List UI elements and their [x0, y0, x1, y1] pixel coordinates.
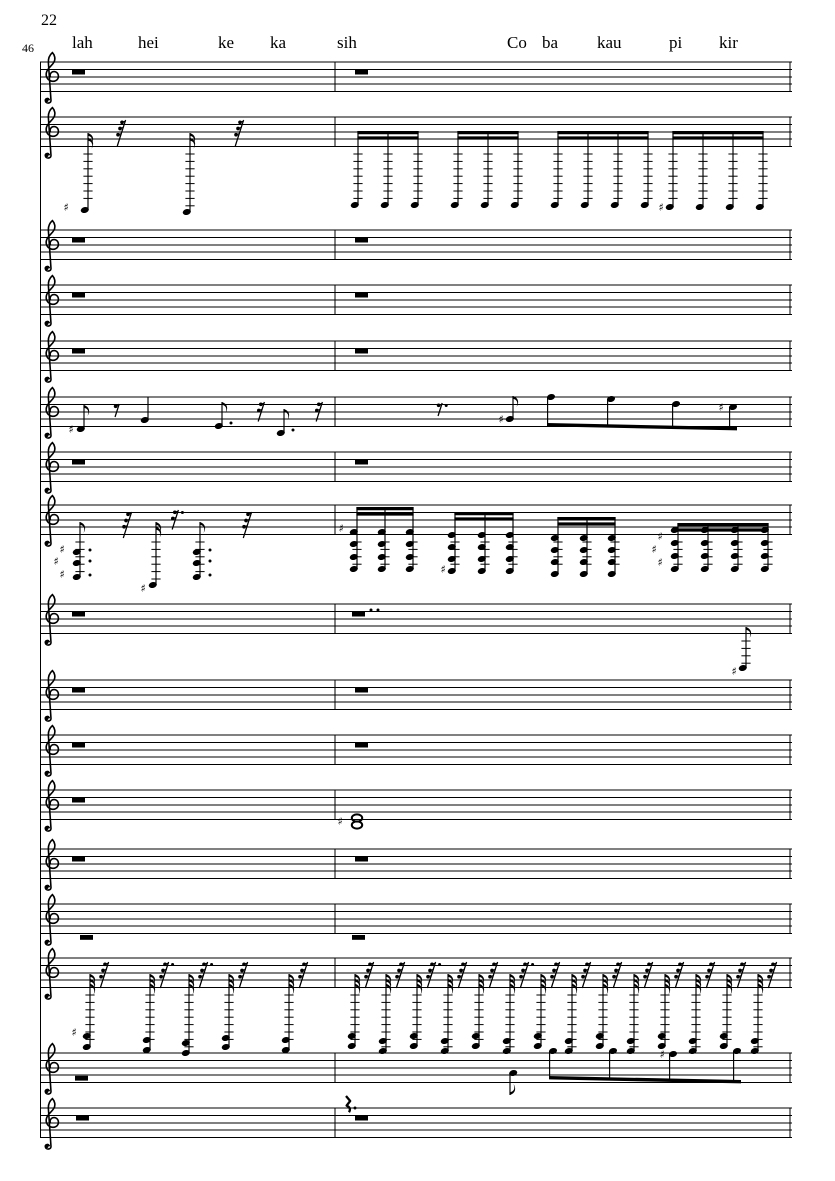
treble-clef: [45, 949, 58, 999]
treble-clef: [45, 221, 58, 271]
note-flag: [84, 405, 89, 416]
sharp-accidental: ♯: [651, 542, 657, 556]
treble-clef: [45, 895, 58, 945]
lyric-syllable: kir: [719, 33, 738, 52]
beam: [547, 423, 737, 430]
lyric-syllable: hei: [138, 33, 159, 52]
lyric-syllable: pi: [669, 33, 683, 52]
sharp-accidental: ♯: [498, 412, 504, 426]
beam: [557, 517, 615, 520]
whole-rest: [72, 688, 85, 693]
sharp-accidental: ♯: [440, 562, 446, 576]
whole-rest: [72, 70, 85, 75]
beam: [677, 523, 768, 526]
note-flag: [284, 409, 289, 420]
lyric-syllable: kau: [597, 33, 622, 52]
beam: [672, 131, 763, 134]
whole-rest: [76, 1116, 89, 1121]
treble-clef: [45, 332, 58, 382]
sharp-accidental: ♯: [53, 554, 59, 568]
treble-clef: [45, 840, 58, 890]
lyric-syllable: sih: [337, 33, 357, 52]
sharp-accidental: ♯: [59, 567, 65, 581]
whole-rest: [352, 612, 365, 617]
augmentation-dot: [209, 560, 212, 563]
augmentation-dot: [445, 404, 448, 407]
treble-clef: [45, 488, 49, 492]
treble-clef: [45, 321, 49, 325]
augmentation-dot: [89, 549, 92, 552]
sharp-accidental: ♯: [657, 555, 663, 569]
whole-rest: [72, 349, 85, 354]
sharp-accidental: ♯: [659, 1047, 665, 1061]
whole-rest: [80, 935, 93, 940]
lyric-syllable: ka: [270, 33, 287, 52]
treble-clef: [45, 1144, 49, 1148]
treble-clef: [45, 1099, 58, 1149]
treble-clef: [45, 443, 58, 493]
treble-clef: [45, 53, 58, 103]
beam: [672, 136, 763, 139]
treble-clef: [45, 885, 49, 889]
treble-clef: [45, 433, 49, 437]
whole-rest: [72, 798, 85, 803]
whole-rest: [355, 688, 368, 693]
sharp-accidental: ♯: [337, 814, 343, 828]
quarter-rest: [346, 1096, 350, 1112]
beam: [457, 131, 518, 134]
treble-clef: [45, 266, 49, 270]
augmentation-dot: [209, 574, 212, 577]
whole-rest: [355, 349, 368, 354]
sharp-accidental: ♯: [68, 422, 74, 436]
treble-clef: [45, 153, 49, 157]
whole-rest: [355, 1116, 368, 1121]
sharp-accidental: ♯: [63, 200, 69, 214]
augmentation-dot: [438, 963, 441, 966]
augmentation-dot: [354, 1107, 357, 1110]
treble-clef: [45, 771, 49, 775]
sharp-accidental: ♯: [658, 200, 664, 214]
augmentation-dot: [377, 609, 380, 612]
whole-rest: [355, 857, 368, 862]
whole-rest: [72, 612, 85, 617]
whole-rest: [72, 238, 85, 243]
whole-rest: [72, 743, 85, 748]
sharp-accidental: ♯: [140, 581, 146, 595]
whole-rest: [355, 743, 368, 748]
treble-clef: [45, 98, 49, 102]
beam: [357, 136, 418, 139]
treble-clef: [45, 496, 58, 546]
treble-clef: [45, 640, 49, 644]
whole-rest: [355, 293, 368, 298]
whole-rest: [355, 460, 368, 465]
augmentation-dot: [181, 511, 184, 514]
lyric-syllable: Co: [507, 33, 527, 52]
lyric-syllable: ba: [542, 33, 559, 52]
augmentation-dot: [370, 609, 373, 612]
beam: [557, 136, 648, 139]
sharp-accidental: ♯: [657, 529, 663, 543]
augmentation-dot: [292, 429, 295, 432]
augmentation-dot: [230, 422, 233, 425]
beam: [454, 512, 513, 515]
augmentation-dot: [171, 963, 174, 966]
lyric-syllable: ke: [218, 33, 235, 52]
treble-clef: [45, 595, 58, 645]
treble-clef: [45, 1089, 49, 1093]
whole-rest: [355, 70, 368, 75]
whole-rest: [352, 935, 365, 940]
sharp-accidental: ♯: [338, 521, 344, 535]
treble-clef: [45, 994, 49, 998]
treble-clef: [45, 726, 58, 776]
treble-clef: [45, 1044, 58, 1094]
lyric-syllable: lah: [72, 33, 93, 52]
treble-clef: [45, 541, 49, 545]
beam: [356, 507, 413, 510]
treble-clef: [45, 716, 49, 720]
treble-clef: [45, 377, 49, 381]
augmentation-dot: [531, 963, 534, 966]
augmentation-dot: [89, 574, 92, 577]
beam: [457, 136, 518, 139]
beam: [357, 131, 418, 134]
beam: [356, 512, 413, 515]
beam: [454, 517, 513, 520]
note-flag: [510, 1084, 515, 1095]
note-flag: [746, 627, 751, 638]
note-flag: [513, 396, 518, 407]
whole-rest: [75, 1076, 88, 1081]
sharp-accidental: ♯: [718, 400, 724, 414]
whole-rest: [355, 238, 368, 243]
treble-clef: [45, 826, 49, 830]
treble-clef: [45, 276, 58, 326]
whole-rest: [72, 293, 85, 298]
beam: [557, 522, 615, 525]
augmentation-dot: [209, 549, 212, 552]
treble-clef: [45, 940, 49, 944]
augmentation-dot: [89, 560, 92, 563]
system-number: 46: [22, 41, 34, 55]
sharp-accidental: ♯: [71, 1025, 77, 1039]
beam: [677, 528, 768, 531]
whole-rest: [72, 857, 85, 862]
whole-rest: [72, 460, 85, 465]
augmentation-dot: [210, 963, 213, 966]
sharp-accidental: ♯: [731, 664, 737, 678]
measure-number: 22: [41, 12, 57, 29]
treble-clef: [45, 388, 58, 438]
beam: [557, 131, 648, 134]
treble-clef: [45, 781, 58, 831]
treble-clef: [45, 671, 58, 721]
sharp-accidental: ♯: [59, 542, 65, 556]
treble-clef: [45, 108, 58, 158]
